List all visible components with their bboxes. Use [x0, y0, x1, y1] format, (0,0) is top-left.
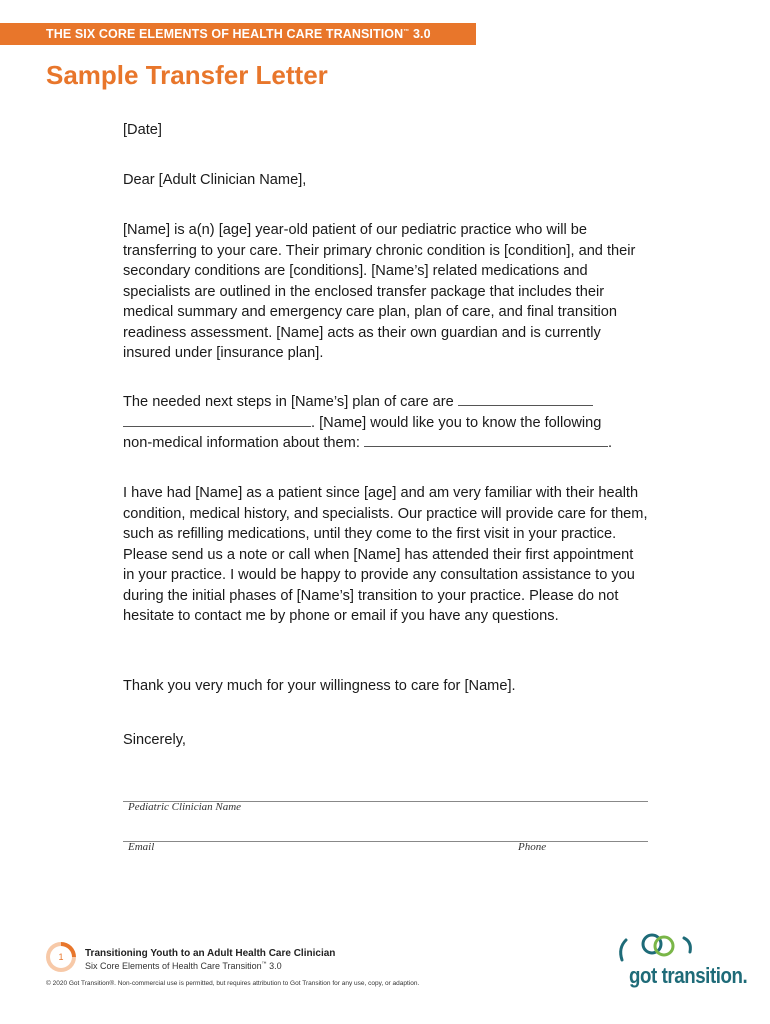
salutation-text: Dear [Adult Clinician Name], — [123, 172, 307, 188]
non-medical-info-blank — [364, 434, 608, 447]
paragraph-2-part-2: . [Name] would like you to know the following — [311, 414, 602, 431]
header-banner — [0, 23, 476, 45]
paragraph-3-text: I have had [Name] as a patient since [age] and am very familiar with their health condition, medical history, and specialists. Our practice will provide care for them, such as refilling medications, until they come to the first visit in your practice. Please send us a note or call when [Name] has attended their first appointment in your practice. I would be happy to provide any consultation assistance to you during the initial phases of [Name’s] transition to your practice. Please do not hesitate to contact me by phone or email if you have any questions. — [123, 485, 648, 624]
clinician-name-label: Pediatric Clinician Name — [128, 801, 242, 813]
banner-text: THE SIX CORE ELEMENTS OF HEALTH CARE TRANSITION — [46, 27, 404, 41]
footer-subtitle-version: 3.0 — [266, 961, 282, 971]
letter-thanks — [123, 676, 648, 697]
footer-subtitle-text: Six Core Elements of Health Care Transition — [85, 961, 262, 971]
paragraph-2-end: . — [607, 435, 612, 451]
thanks-text: Thank you very much for your willingness to care for [Name]. — [123, 678, 516, 694]
footer-subtitle — [85, 961, 282, 971]
page-number: 1 — [50, 946, 72, 968]
letter-closing — [123, 730, 648, 751]
closing-text: Sincerely, — [123, 732, 186, 748]
phone-label: Phone — [518, 841, 547, 853]
next-steps-blank-2 — [123, 414, 311, 427]
date-text: [Date] — [123, 122, 162, 138]
letter-salutation — [123, 170, 648, 191]
logo-text: got transition. — [629, 963, 748, 988]
banner-version: 3.0 — [409, 27, 431, 41]
letter-paragraph-1 — [123, 220, 648, 364]
footer-title: Transitioning Youth to an Adult Health Care Clinician — [85, 948, 336, 959]
banner-trademark: ™ — [403, 29, 410, 35]
letter-paragraph-3 — [123, 483, 648, 627]
contact-line — [123, 841, 648, 842]
paragraph-2-part-1: The needed next steps in [Name’s] plan of care are — [123, 394, 454, 410]
letter-paragraph-2 — [123, 392, 648, 454]
letter-date — [123, 120, 648, 141]
next-steps-blank-1 — [458, 393, 593, 406]
copyright-notice: © 2020 Got Transition®. Non-commercial use is permitted, but requires attribution to Got Transition for any use, copy, or adaption. — [46, 980, 420, 987]
paragraph-1-text: [Name] is a(n) [age] year-old patient of our pediatric practice who will be transferring to your care. Their primary chronic condition is [condition], and their secondary conditions are [conditions]. [Name’s] related medications and specialists are outlined in the enclosed transfer package that includes their medical summary and emergency care plan, plan of care, and final transition readiness assessment. [Name] acts as their own guardian and is currently insured under [insurance plan]. — [123, 222, 636, 361]
paragraph-2-part-3: non-medical information about them: — [123, 435, 360, 451]
page-number-badge — [46, 942, 76, 972]
footer-subtitle-trademark: ™ — [261, 961, 267, 967]
email-label: Email — [128, 841, 155, 853]
page-title: Sample Transfer Letter — [46, 60, 328, 90]
